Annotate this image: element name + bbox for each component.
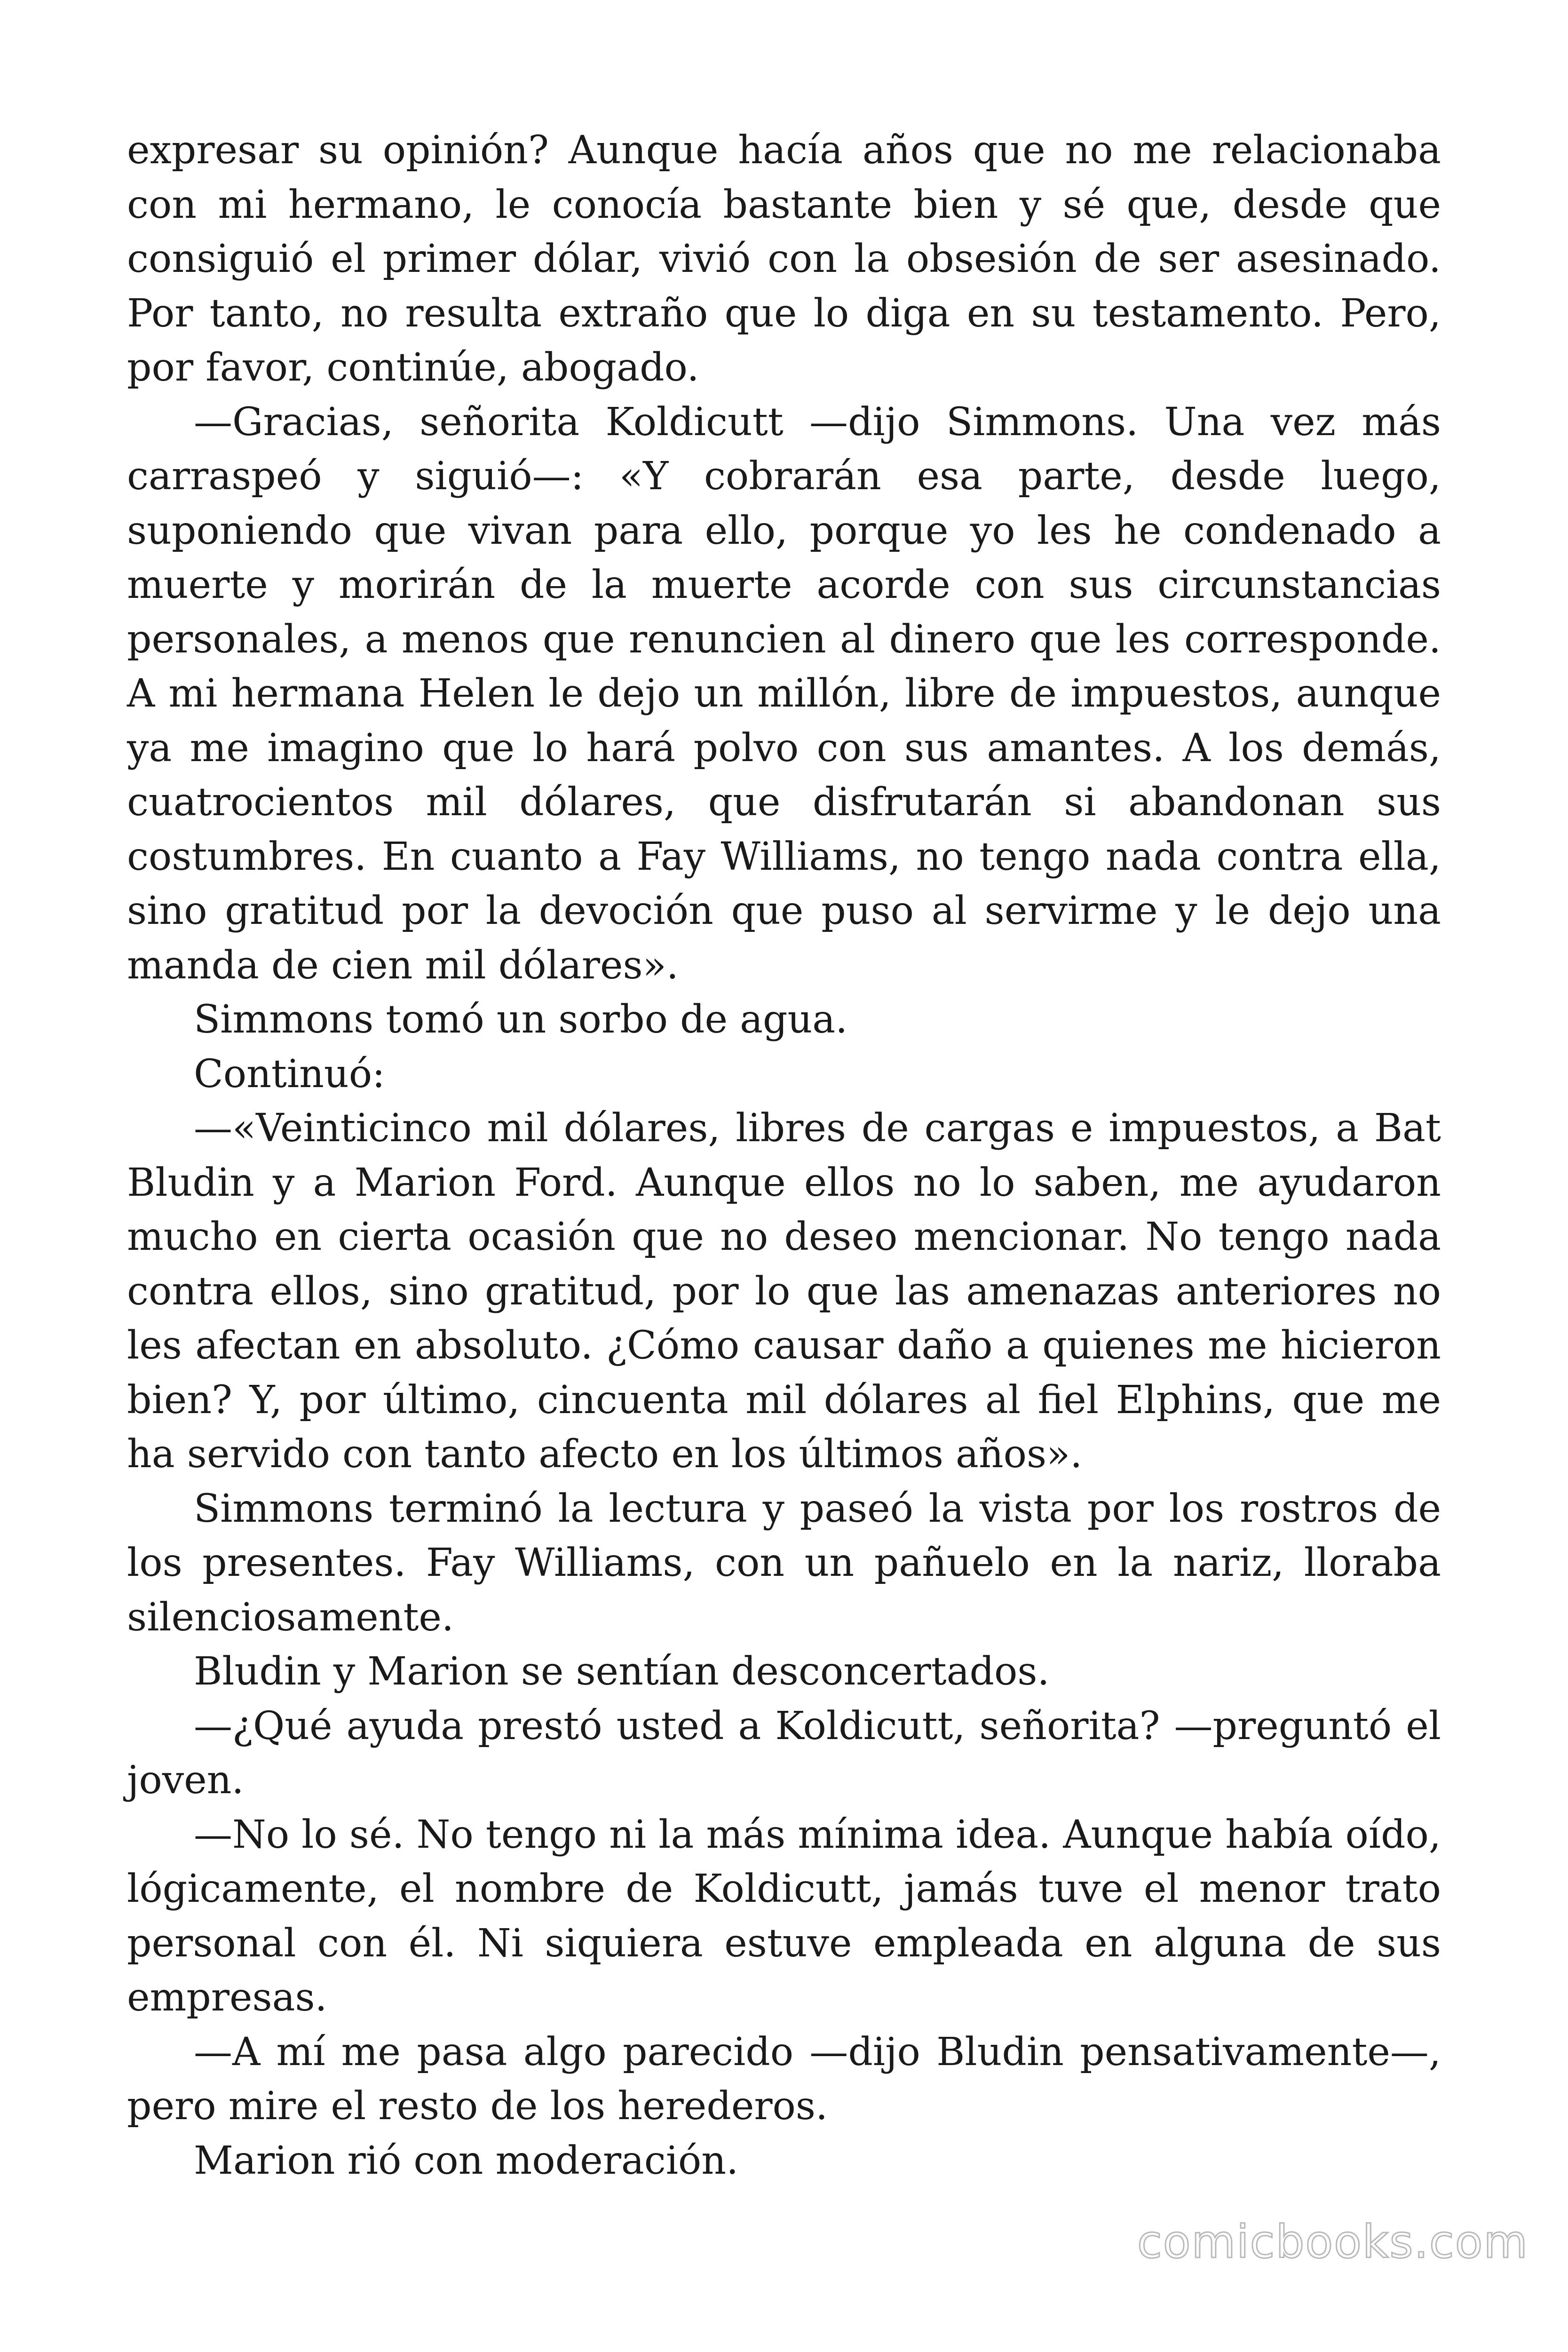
watermark: comicbooks.com [1137, 2216, 1528, 2268]
paragraph-10: —A mí me pasa algo parecido —dijo Bludin pensativamente—, pero mire el resto de los herederos. [127, 2029, 1441, 2129]
paragraph-6: Simmons terminó la lectura y paseó la vista por los rostros de los presentes. Fay Williams, con un pañuelo en la nariz, lloraba silenciosamente. [127, 1486, 1441, 1640]
paragraph-5: —«Veinticinco mil dólares, libres de cargas e impuestos, a Bat Bludin y a Marion Ford. Aunque ellos no lo saben, me ayudaron mucho en cierta ocasión que no deseo mencionar. No tengo nada contra ellos, sino gratitud, por lo que las amenazas anteriores no les afectan en absoluto. ¿Cómo causar daño a quienes me hicieron bien? Y, por último, cincuenta mil dólares al fiel Elphins, que me ha servido con tanto afecto en los últimos años». [127, 1106, 1441, 1477]
paragraph-3: Simmons tomó un sorbo de agua. [194, 997, 848, 1042]
paragraph-1: expresar su opinión? Aunque hacía años que no me relacionaba con mi hermano, le conocía bastante bien y sé que, desde que consiguió el primer dólar, vivió con la obsesión de ser asesinado. Por tanto, no resulta extraño que lo diga en su testamento. Pero, por favor, continúe, abogado. [127, 128, 1441, 390]
paragraph-9: —No lo sé. No tengo ni la más mínima idea. Aunque había oído, lógicamente, el nombre de Koldicutt, jamás tuve el menor trato personal con él. Ni siquiera estuve empleada en alguna de sus empresas. [127, 1812, 1441, 2020]
paragraph-8: —¿Qué ayuda prestó usted a Koldicutt, señorita? —preguntó el joven. [127, 1703, 1441, 1803]
paragraph-4: Continuó: [194, 1051, 385, 1097]
paragraph-2: —Gracias, señorita Koldicutt —dijo Simmons. Una vez más carraspeó y siguió—: «Y cobrarán esa parte, desde luego, suponiendo que vivan para ello, porque yo les he condenado a muerte y morirán de la muerte acorde con sus circunstancias personales, a menos que renuncien al dinero que les corresponde. A mi hermana Helen le dejo un millón, libre de impuestos, aunque ya me imagino que lo hará polvo con sus amantes. A los demás, cuatrocientos mil dólares, que disfrutarán si abandonan sus costumbres. En cuanto a Fay Williams, no tengo nada contra ella, sino gratitud por la devoción que puso al servirme y le dejo una manda de cien mil dólares». [127, 399, 1441, 988]
paragraph-11: Marion rió con moderación. [194, 2138, 739, 2183]
paragraph-7: Bludin y Marion se sentían desconcertados. [194, 1649, 1050, 1694]
book-page-text [127, 123, 1441, 2188]
